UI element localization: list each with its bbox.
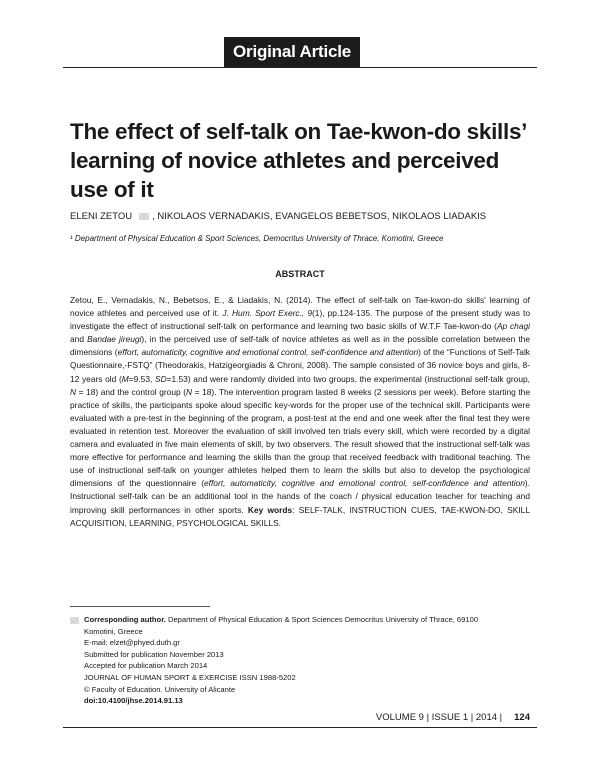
keywords: : SELF-TALK, INSTRUCTION CUES, TAE-KWON-DO, SKILL ACQUISITION, LEARNING, PSYCHOLOGICAL SKILLS. — [70, 504, 530, 528]
first-author: ELENI ZETOU — [70, 211, 133, 222]
article-type-badge: Original Article — [224, 37, 360, 67]
envelope-icon — [70, 617, 79, 624]
footnote-submitted: Submitted for publication November 2013 — [84, 649, 224, 659]
footnote-rule — [70, 606, 210, 607]
page-number: 124 — [514, 712, 530, 723]
corresponding-author-label: Corresponding author. — [84, 615, 166, 624]
affiliation: ¹ Department of Physical Education & Sport Sciences, Democritus University of Thrace, Komotini, Greece — [70, 234, 444, 243]
footnote-journal: JOURNAL OF HUMAN SPORT & EXERCISE ISSN 1988-5202 — [84, 672, 296, 682]
article-title: The effect of self-talk on Tae-kwon-do skills’ learning of novice athletes and perceived use of it — [70, 119, 526, 202]
other-authors: , NIKOLAOS VERNADAKIS, EVANGELOS BEBETSOS, NIKOLAOS LIADAKIS — [152, 211, 487, 222]
abstract-body: Zetou, E., Vernadakis, N., Bebetsos, E., & Liadakis, N. (2014). The effect of self-talk on Tae-kwon-do skills' learning of novice athletes and perceived use of it. J. Hum. Sport Exerc., 9(1), pp.124-135. The purpose of the present study was to investigate the effect of instructional self-talk on performance and learning two basic skills of W.T.F Tae-kwon-do (Ap chagi and Bandae jireugi), in the perceived use of self-talk of novice athletes as well as in the possible correlation between the dimensions (effort, automaticity, cognitive and emotional control, self-confidence and attention) of the “Functions of Self-Talk Questionnaire,-FSTQ” (Theodorakis, Hatzigeorgiadis & Chroni, 2008). The sample consisted of 36 novice boys and girls, 8-12 years old (M=9.53, SD=1.53) and were randomly divided into two groups, the experimental (instructional self-talk group, N = 18) and the control group (N = 18). The intervention program lasted 8 weeks (2 sessions per week). Before starting the practice of skills, the participants spoke aloud specific key-words for the proper use of the technical skill. Participants were evaluated with a pre-test in the beginning of the program, a post-test at the end and one week after the final test they were evaluated in retention test. Moreover the evaluation of skill involved ten trials every skill, which were recorded by a digital camera and evaluated in five main elements of skill, by two observers. The result showed that the instructional self-talk was more effective for performance and learning the skills than the group that received feedback with traditional teaching. The use of instructional self-talk on younger athletes helped them to learn the skills but also to develop the psychological dimensions of the questionnaire (effort, automaticity, cognitive and emotional control, self-confidence and attention). Instructional self-talk can be an additional tool in the hands of the coach / physical education teacher for teaching and improving skill performances in other sports. Key words: SELF-TALK, INSTRUCTION CUES, TAE-KWON-DO, SKILL ACQUISITION, LEARNING, PSYCHOLOGICAL SKILLS. — [70, 295, 531, 528]
corresponding-address: Department of Physical Education & Sport Sciences Democritus University of Thrace, 69100 — [165, 615, 479, 624]
header-rule — [63, 67, 537, 68]
keywords-label: Key words — [247, 504, 293, 515]
abstract-heading: ABSTRACT — [275, 269, 325, 279]
envelope-icon — [139, 213, 149, 220]
footnote-email: E-mail: elzet@phyed.duth.gr — [84, 638, 180, 648]
footnote-accepted: Accepted for publication March 2014 — [84, 661, 208, 671]
footer-rule — [63, 727, 537, 728]
footnote-city: Komotini, Greece — [84, 626, 143, 636]
volume-issue: VOLUME 9 | ISSUE 1 | 2014 | — [375, 712, 503, 723]
footnote-copyright: © Faculty of Education. University of Alicante — [84, 684, 236, 694]
page-folio — [376, 712, 530, 723]
footnote — [70, 614, 540, 707]
author-list — [70, 211, 486, 222]
footnote-doi: doi:10.4100/jhse.2014.91.13 — [84, 696, 183, 706]
